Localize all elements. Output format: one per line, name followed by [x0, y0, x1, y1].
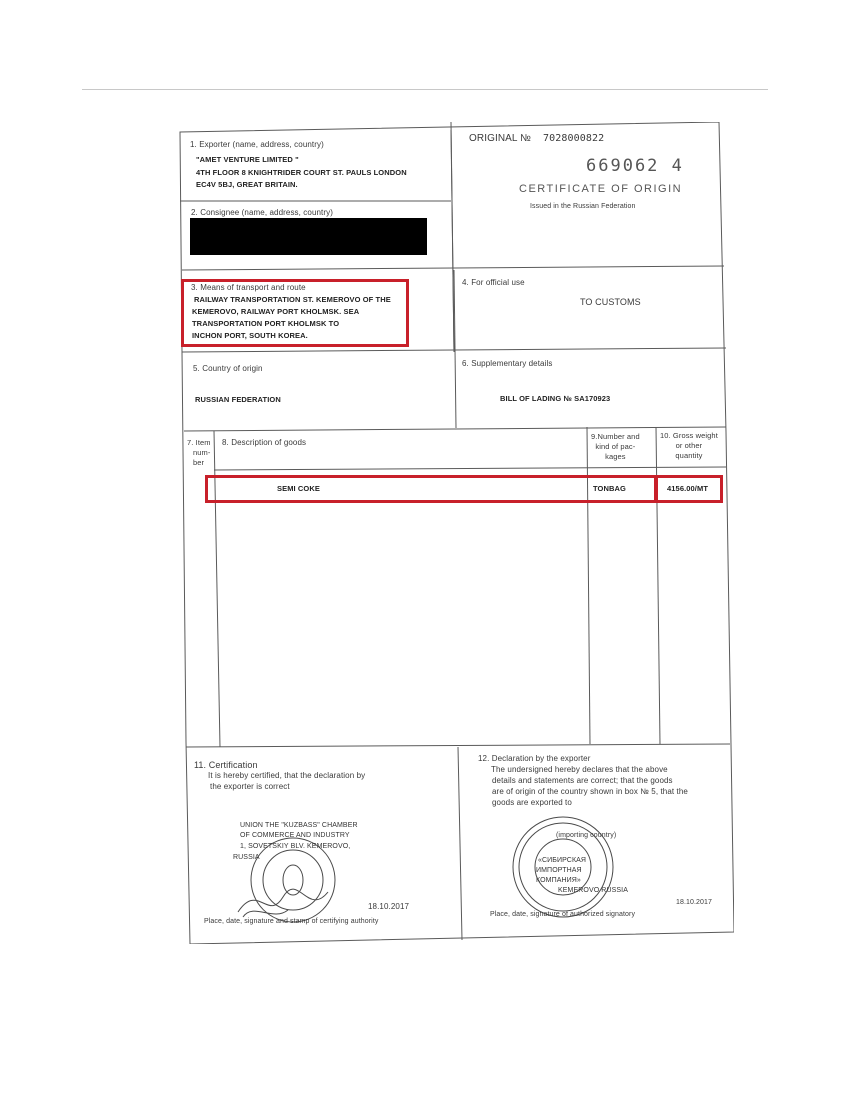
bill-of-lading: BILL OF LADING № SA170923 — [500, 394, 611, 403]
route-line3: TRANSPORTATION PORT KHOLMSK TO — [192, 319, 340, 328]
quantity-highlight — [655, 475, 723, 503]
declaration-line3: are of origin of the country shown in box № 5, that the — [492, 787, 688, 796]
declaration-footer: Place, date, signature of authorized signatory — [490, 911, 636, 918]
issued-in: Issued in the Russian Federation — [530, 203, 636, 210]
country-of-origin: RUSSIAN FEDERATION — [195, 395, 281, 404]
page-top-rule — [82, 89, 768, 90]
route-line2: KEMEROVO, RAILWAY PORT KHOLMSK. SEA — [192, 307, 360, 316]
col-packages-header: 9.Number and kind of pac- kages — [591, 432, 640, 461]
declaration-line1: The undersigned hereby declares that the above — [491, 765, 668, 774]
col-description-header: 8. Description of goods — [222, 438, 307, 447]
declaration-line4: goods are exported to — [492, 798, 572, 807]
company-stamp-line3: КОМПАНИЯ» — [536, 877, 581, 884]
certification-date: 18.10.2017 — [368, 902, 410, 911]
box5-label: 5. Country of origin — [193, 364, 263, 373]
chamber-stamp-line2: OF COMMERCE AND INDUSTRY — [240, 832, 350, 839]
goods-packages: TONBAG — [593, 484, 626, 493]
official-use-value: TO CUSTOMS — [580, 297, 641, 307]
certification-line1: It is hereby certified, that the declaration by — [208, 771, 366, 780]
exporter-address-line2: EC4V 5BJ, GREAT BRITAIN. — [196, 180, 298, 189]
chamber-stamp-line3: 1, SOVETSKIY BLV. KEMEROVO, — [240, 843, 351, 850]
original-label: ORIGINAL № — [469, 133, 531, 144]
goods-quantity: 4156.00/MT — [667, 484, 709, 493]
box11-label: 11. Certification — [194, 760, 258, 770]
declaration-line2: details and statements are correct; that the goods — [492, 776, 673, 785]
chamber-stamp-line4: RUSSIA — [233, 854, 260, 861]
goods-row-highlight — [205, 475, 657, 503]
box4-label: 4. For official use — [462, 278, 525, 287]
certificate-scan — [178, 122, 734, 944]
col-weight-header: 10. Gross weight or other quantity — [660, 431, 718, 460]
exporter-name: "AMET VENTURE LIMITED " — [196, 155, 299, 164]
document-title: CERTIFICATE OF ORIGIN — [519, 183, 683, 195]
exporter-address-line1: 4TH FLOOR 8 KNIGHTRIDER COURT ST. PAULS LONDON — [196, 168, 407, 177]
chamber-stamp-line1: UNION THE "KUZBASS" CHAMBER — [240, 822, 358, 829]
declaration-date: 18.10.2017 — [676, 899, 713, 906]
original-number: 7028000822 — [543, 133, 605, 144]
route-line1: RAILWAY TRANSPORTATION ST. KEMEROVO OF THE — [194, 295, 391, 304]
serial-number: 669062 4 — [586, 156, 684, 176]
certification-line2: the exporter is correct — [210, 782, 290, 791]
consignee-redaction — [190, 218, 427, 255]
company-stamp-line1: «СИБИРСКАЯ — [538, 857, 587, 864]
transport-route-highlight — [181, 279, 409, 347]
box2-label: 2. Consignee (name, address, country) — [191, 208, 333, 217]
company-stamp-line4: KEMEROVO RUSSIA — [558, 887, 628, 894]
company-stamp-line2: ИМПОРТНАЯ — [536, 867, 582, 874]
importing-country: (importing country) — [556, 832, 617, 839]
box1-label: 1. Exporter (name, address, country) — [190, 140, 324, 149]
box12-label: 12. Declaration by the exporter — [478, 754, 591, 763]
certification-footer: Place, date, signature and stamp of certifying authority — [204, 918, 379, 925]
box6-label: 6. Supplementary details — [462, 359, 553, 368]
box3-label: 3. Means of transport and route — [191, 283, 306, 292]
goods-description: SEMI COKE — [277, 484, 320, 493]
col-item-header: 7. Item num- ber — [187, 438, 211, 467]
route-line4: INCHON PORT, SOUTH KOREA. — [192, 331, 308, 340]
